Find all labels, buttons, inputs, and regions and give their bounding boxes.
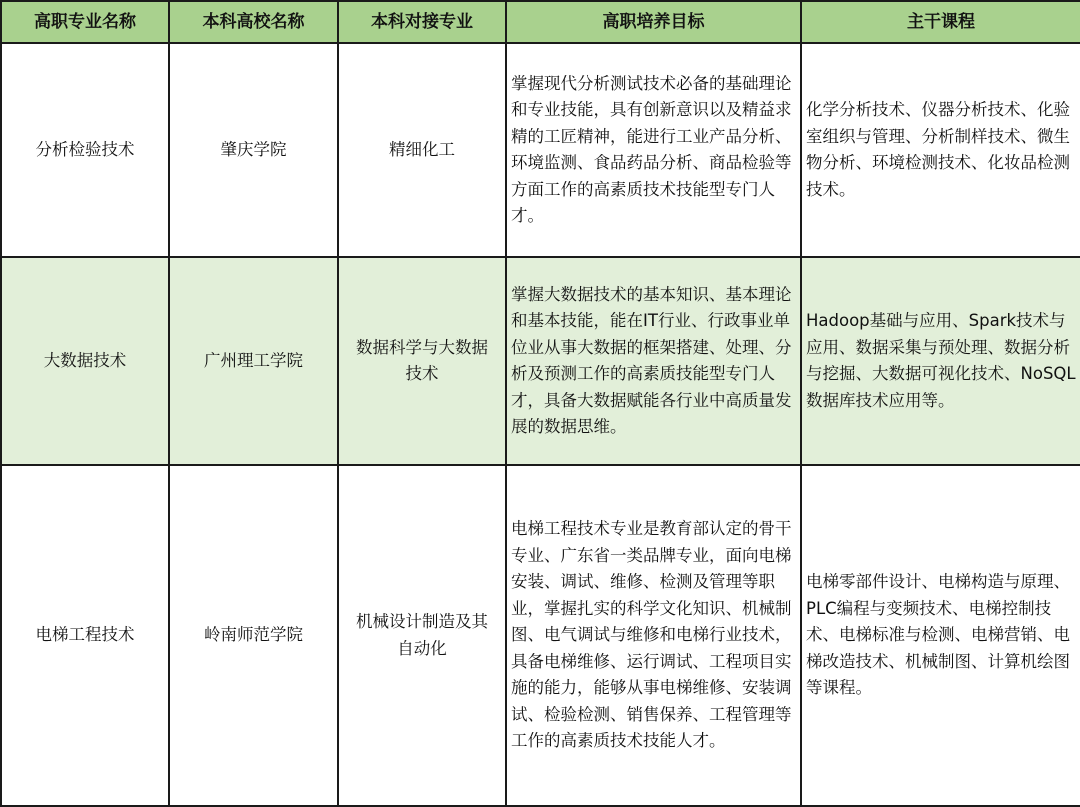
goal-cell: [506, 465, 801, 806]
goal-cell: [506, 257, 801, 465]
goal-text: 电梯工程技术专业是教育部认定的骨干专业、广东省一类品牌专业，面向电梯安装、调试、维修、检测及管理等职业，掌握扎实的科学文化知识、机械制图、电气调试与维修和电梯行业技术，具备电梯维修、运行调试、工程项目实施的能力，能够从事电梯维修、安装调试、检验检测、销售保养、工程管理等工作的高素质技术技能人才。: [511, 519, 792, 751]
table-row: [1, 43, 1080, 257]
university-cell: 肇庆学院: [169, 43, 338, 257]
courses-cell: [801, 465, 1080, 806]
major-cell: 分析检验技术: [1, 43, 169, 257]
courses-text: 化学分析技术、仪器分析技术、化验室组织与管理、分析制样技术、微生物分析、环境检测技术、化妆品检测技术。: [806, 100, 1070, 199]
courses-cell: [801, 43, 1080, 257]
university-cell: 广州理工学院: [169, 257, 338, 465]
major-cell: 电梯工程技术: [1, 465, 169, 806]
courses-text: 电梯零部件设计、电梯构造与原理、PLC编程与变频技术、电梯控制技术、电梯标准与检测、电梯营销、电梯改造技术、机械制图、计算机绘图等课程。: [806, 572, 1070, 698]
header-row: [1, 1, 1080, 43]
table-row: [1, 257, 1080, 465]
goal-cell: [506, 43, 801, 257]
university-cell: 岭南师范学院: [169, 465, 338, 806]
header-courses: 主干课程: [801, 1, 1080, 43]
table-row: [1, 465, 1080, 806]
header-goal: 高职培养目标: [506, 1, 801, 43]
header-major: 高职专业名称: [1, 1, 169, 43]
major-cell: 大数据技术: [1, 257, 169, 465]
header-university: 本科高校名称: [169, 1, 338, 43]
courses-cell: [801, 257, 1080, 465]
courses-text: Hadoop基础与应用、Spark技术与应用、数据采集与预处理、数据分析与挖掘、大数据可视化技术、NoSQL数据库技术应用等。: [806, 311, 1076, 410]
goal-text: 掌握大数据技术的基本知识、基本理论和基本技能，能在IT行业、行政事业单位业从事大数据的框架搭建、处理、分析及预测工作的高素质技能型专门人才，具备大数据赋能各行业中高质量发展的数据思维。: [511, 284, 792, 436]
header-target-major: 本科对接专业: [338, 1, 506, 43]
target-major-cell: 机械设计制造及其自动化: [338, 465, 506, 806]
target-major-cell: 精细化工: [338, 43, 506, 257]
target-major-cell: 数据科学与大数据技术: [338, 257, 506, 465]
goal-text: 掌握现代分析测试技术必备的基础理论和专业技能，具有创新意识以及精益求精的工匠精神，能进行工业产品分析、环境监测、食品药品分析、商品检验等方面工作的高素质技术技能型专门人才。: [511, 73, 792, 225]
